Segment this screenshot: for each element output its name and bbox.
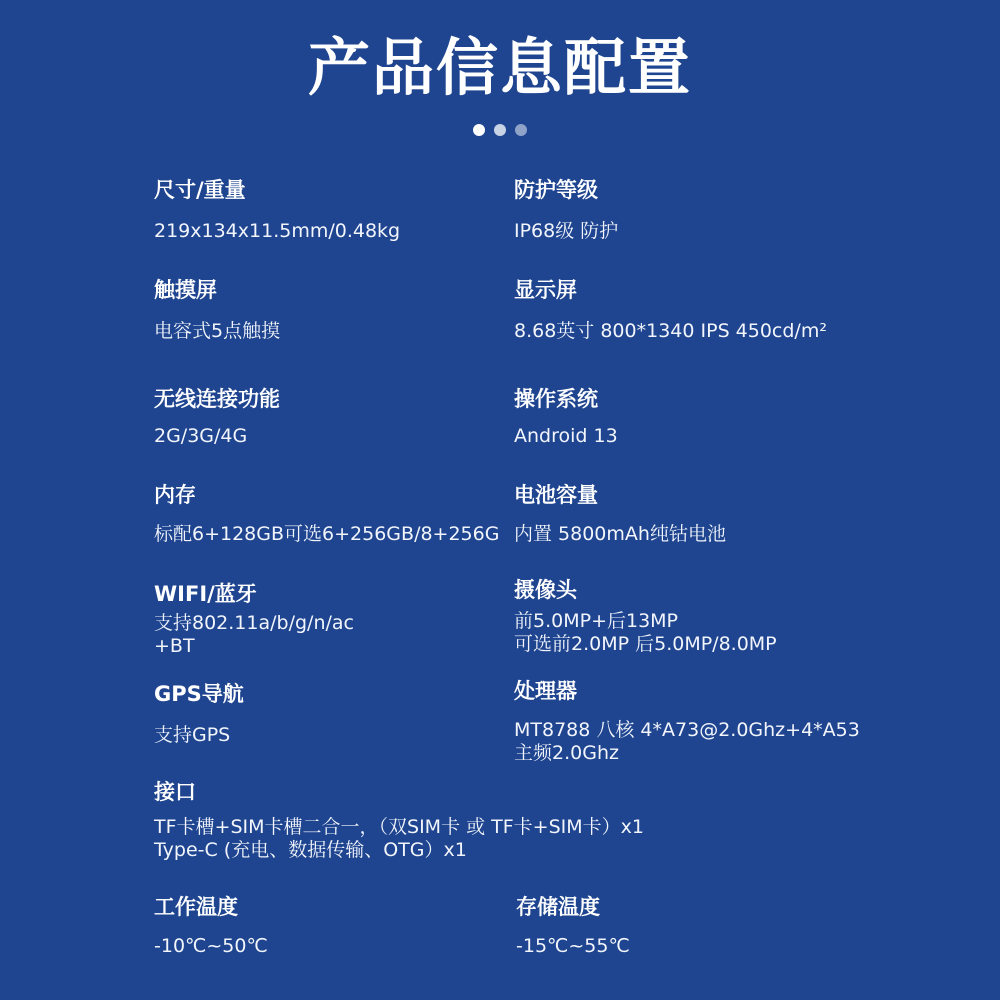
spec-os [514,385,618,448]
spec-label: 工作温度 [154,895,238,919]
spec-value-line: 可选前2.0MP 后5.0MP/8.0MP [514,633,777,655]
spec-value-line: 主频2.0Ghz [514,742,619,764]
spec-label: 显示屏 [514,278,577,302]
spec-label: 操作系统 [514,387,598,411]
spec-label: 触摸屏 [154,278,217,302]
spec-camera [514,576,777,656]
spec-label: 尺寸/重量 [154,178,246,202]
spec-label: 摄像头 [514,578,577,602]
spec-value: IP68级 防护 [514,220,619,242]
spec-value-line: 前5.0MP+后13MP [514,610,679,632]
spec-value-line: 支持802.11a/b/g/n/ac [154,612,354,634]
page-dot-active [473,124,485,136]
spec-label: WIFI/蓝牙 [154,582,257,606]
spec-label: 电池容量 [514,483,598,507]
spec-label: 无线连接功能 [154,387,280,411]
spec-value: 标配6+128GB可选6+256GB/8+256G [154,523,500,545]
spec-value-line: MT8788 八核 4*A73@2.0Ghz+4*A53 [514,719,860,741]
spec-processor [514,677,860,765]
spec-memory [154,481,499,546]
spec-wireless [154,385,280,448]
page-indicator [0,124,1000,136]
spec-protection [514,176,618,243]
spec-label: GPS导航 [154,682,244,706]
spec-label: 内存 [154,483,196,507]
spec-size-weight [154,176,400,243]
spec-value-line: +BT [154,635,195,657]
spec-label: 处理器 [514,679,577,703]
spec-value-line: Type-C (充电、数据传输、OTG）x1 [154,839,467,861]
spec-display [514,276,827,343]
spec-value-line: TF卡槽+SIM卡槽二合一，（双SIM卡 或 TF卡+SIM卡）x1 [154,816,644,838]
spec-touchscreen [154,276,280,343]
spec-ports [154,778,644,862]
spec-value: Android 13 [514,425,618,447]
spec-operating-temperature [154,893,268,958]
spec-gps [154,680,244,747]
spec-value: 219x134x11.5mm/0.48kg [154,220,401,242]
spec-wifi-bluetooth [154,580,354,658]
spec-value: 8.68英寸 800*1340 IPS 450cd/m² [514,320,827,342]
spec-value: -10℃~50℃ [154,935,268,957]
spec-label: 存储温度 [516,895,600,919]
spec-value: 支持GPS [154,724,231,746]
spec-storage-temperature [516,893,630,958]
spec-value: 2G/3G/4G [154,425,248,447]
spec-label: 接口 [154,780,196,804]
spec-value: 内置 5800mAh纯钴电池 [514,523,726,545]
spec-value: -15℃~55℃ [516,935,630,957]
spec-value: 电容式5点触摸 [154,320,281,342]
page-dot [494,124,506,136]
page-title: 产品信息配置 [307,31,692,104]
spec-label: 防护等级 [514,178,598,202]
page-dot [515,124,527,136]
spec-battery [514,481,726,546]
